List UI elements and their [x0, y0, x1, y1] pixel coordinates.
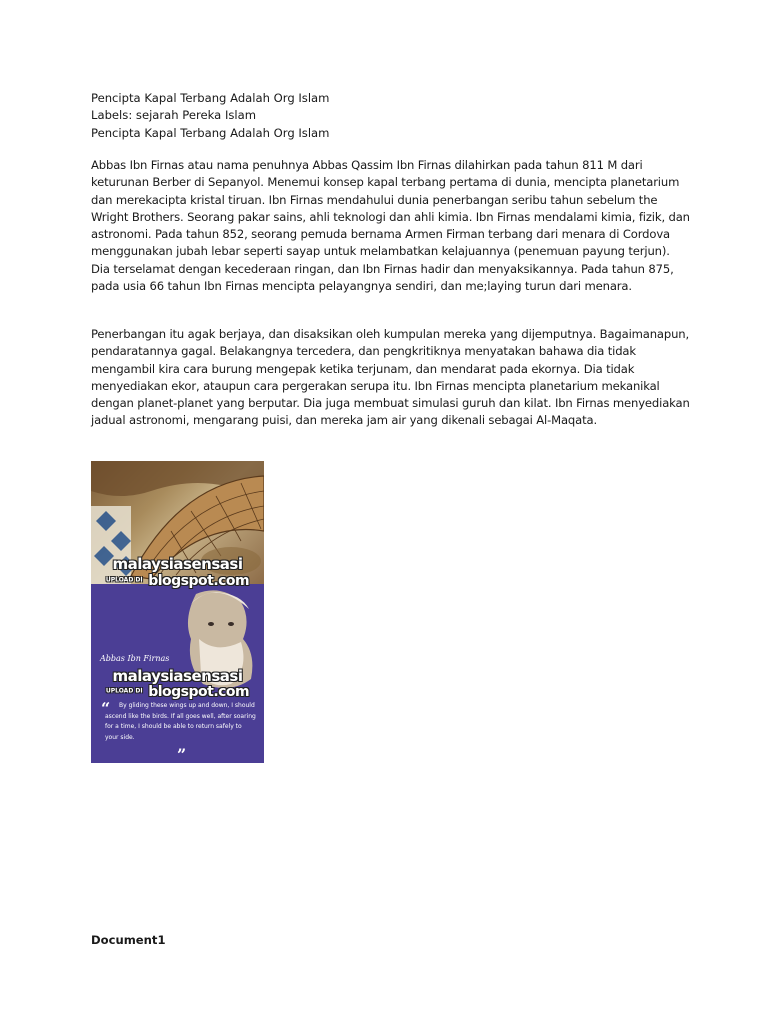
watermark-domain-top: UPLOAD DI blogspot.com: [105, 573, 250, 589]
article-title-repeat: Pencipta Kapal Terbang Adalah Org Islam: [91, 125, 330, 140]
body-paragraph-1: Abbas Ibn Firnas atau nama penuhnya Abbas Qassim Ibn Firnas dilahirkan pada tahun 811 M dari keturunan Berber di Sepanyol. Menemui konsep kapal terbang pertama di dunia, mencipta planetarium dan merekacipta kristal tiruan. Ibn Firnas mendahului dunia penerbangan seribu tahun sebelum the Wright Brothers. Seorang pakar sains, ahli teknologi dan ahli kimia. Ibn Firnas mendalami kimia, fizik, dan astronomi. Pada tahun 852, seorang pemuda bernama Armen Firman terbang dari menara di Cordova menggunakan jubah lebar seperti sayap untuk melambatkan kelajuannya (penemuan payung terjun). Dia terselamat dengan kecederaan ringan, dan Ibn Firnas hadir dan menyaksikannya. Pada tahun 875, pada usia 66 tahun Ibn Firnas mencipta pelayangnya sendiri, dan me;laying turun dari menara.: [91, 158, 690, 294]
watermark-name-bottom: malaysiasensasi: [112, 667, 243, 685]
close-quote-mark: ”: [177, 745, 187, 763]
watermark-name-top: malaysiasensasi: [112, 555, 243, 573]
abbas-ibn-firnas-poster-image: [91, 461, 264, 763]
article-header: [91, 90, 691, 142]
open-quote-mark: “: [101, 699, 111, 718]
poster-quote-text: By gliding these wings up and down, I should ascend like the birds. If all goes well, after soaring for a time, I should be able to return safely to your side.: [105, 702, 256, 741]
poster-quote: [105, 701, 257, 743]
body-paragraph-2: Penerbangan itu agak berjaya, dan disaksikan oleh kumpulan mereka yang dijemputnya. Bagaimanapun, pendaratannya gagal. Belakangnya tercedera, dan pengkritiknya menyatakan bahawa dia tidak mengambil kira cara burung mengepak ketika terjunam, dan mendarat pada ekornya. Dia tidak menyediakan ekor, ataupun cara pergerakan serupa itu. Ibn Firnas mencipta planetarium mekanikal dengan planet-planet yang berputar. Dia juga membuat simulasi guruh dan kilat. Ibn Firnas menyediakan jadual astronomi, mengarang puisi, dan mereka jam air yang dikenali sebagai Al-Maqata.: [91, 327, 690, 428]
article-title: Pencipta Kapal Terbang Adalah Org Islam: [91, 91, 330, 105]
signature-text: Abbas Ibn Firnas: [100, 654, 170, 663]
document-footer-name: Document1: [91, 933, 166, 947]
watermark-domain-bottom: UPLOAD DI blogspot.com: [105, 684, 250, 700]
article-labels: Labels: sejarah Pereka Islam: [91, 108, 257, 123]
